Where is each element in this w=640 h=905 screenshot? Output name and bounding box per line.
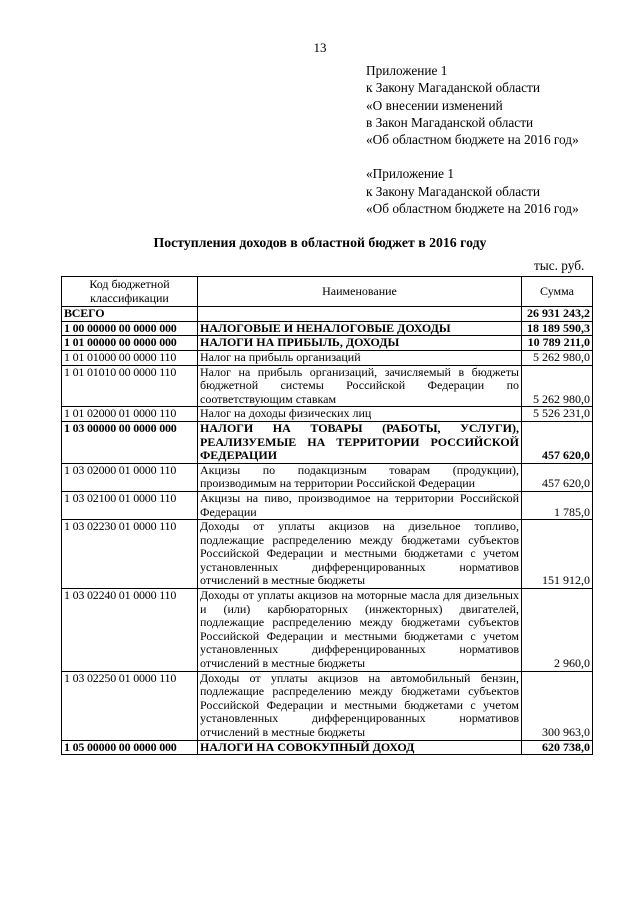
appendix-line: в Закон Магаданской области — [366, 114, 534, 130]
code-cell: 1 03 02100 01 0000 110 — [62, 491, 198, 519]
appendix-line: «О внесении изменений — [366, 97, 503, 113]
appendix-line: «Об областном бюджете на 2016 год» — [366, 132, 579, 148]
appendix-line: «Приложение 1 — [366, 166, 454, 182]
table-row — [62, 463, 593, 491]
page-number: 13 — [313, 40, 327, 55]
table-row — [62, 520, 593, 589]
code-cell: 1 03 02000 01 0000 110 — [62, 463, 198, 491]
appendix-header — [366, 62, 579, 217]
sum-cell: 151 912,0 — [522, 520, 593, 589]
table-row — [62, 421, 593, 463]
code-cell: 1 03 02240 01 0000 110 — [62, 589, 198, 672]
header-name: Наименование — [198, 277, 522, 307]
document-title: Поступления доходов в областной бюджет в 2016 году — [153, 235, 487, 250]
table-body — [62, 307, 593, 755]
table-row — [62, 350, 593, 365]
sum-cell: 5 262 980,0 — [522, 365, 593, 407]
table-row — [62, 491, 593, 519]
name-cell: Акцизы на пиво, производимое на территории Российской Федерации — [198, 491, 522, 519]
code-cell: ВСЕГО — [62, 307, 198, 322]
code-cell: 1 01 02000 01 0000 110 — [62, 407, 198, 422]
code-cell: 1 01 01010 00 0000 110 — [62, 365, 198, 407]
sum-cell: 457 620,0 — [522, 421, 593, 463]
sum-cell: 457 620,0 — [522, 463, 593, 491]
revenue-table — [61, 276, 593, 755]
sum-cell: 5 262 980,0 — [522, 350, 593, 365]
spacer — [366, 148, 579, 165]
table-row — [62, 336, 593, 351]
code-cell: 1 01 01000 00 0000 110 — [62, 350, 198, 365]
units-label: тыс. руб. — [534, 258, 585, 273]
name-cell: НАЛОГИ НА ТОВАРЫ (РАБОТЫ, УСЛУГИ), РЕАЛИЗУЕМЫЕ НА ТЕРРИТОРИИ РОССИЙСКОЙ ФЕДЕРАЦИИ — [198, 421, 522, 463]
code-cell: 1 00 00000 00 0000 000 — [62, 321, 198, 336]
sum-cell: 26 931 243,2 — [522, 307, 593, 322]
table-row — [62, 671, 593, 740]
appendix-line: «Об областном бюджете на 2016 год» — [366, 201, 579, 217]
name-cell: Доходы от уплаты акцизов на моторные масла для дизельных и (или) карбюраторных (инжекторных) двигателей, подлежащие распределению между бюджетами субъектов Российской Федерации и местными бюджетами с учетом установленных дифференцированных нормативов отчислений в местные бюджеты — [198, 589, 522, 672]
name-cell: Акцизы по подакцизным товарам (продукции), производимым на территории Российской Федерации — [198, 463, 522, 491]
header-sum: Сумма — [522, 277, 593, 307]
sum-cell: 300 963,0 — [522, 671, 593, 740]
name-cell — [198, 307, 522, 322]
name-cell: Доходы от уплаты акцизов на автомобильный бензин, подлежащие распределению между бюджетами субъектов Российской Федерации и местными бюджетами с учетом установленных дифференцированных нормативов отчислений в местные бюджеты — [198, 671, 522, 740]
code-cell: 1 03 00000 00 0000 000 — [62, 421, 198, 463]
table-header-row — [62, 277, 593, 307]
appendix-line: Приложение 1 — [366, 63, 448, 78]
name-cell: НАЛОГОВЫЕ И НЕНАЛОГОВЫЕ ДОХОДЫ — [198, 321, 522, 336]
sum-cell: 18 189 590,3 — [522, 321, 593, 336]
table-row — [62, 407, 593, 422]
code-cell: 1 01 00000 00 0000 000 — [62, 336, 198, 351]
table-row — [62, 589, 593, 672]
appendix-line: к Закону Магаданской области — [366, 183, 540, 199]
code-cell: 1 03 02230 01 0000 110 — [62, 520, 198, 589]
name-cell: НАЛОГИ НА ПРИБЫЛЬ, ДОХОДЫ — [198, 336, 522, 351]
table-row — [62, 307, 593, 322]
name-cell: Налог на прибыль организаций, зачисляемый в бюджеты бюджетной системы Российской Федерации по соответствующим ставкам — [198, 365, 522, 407]
code-cell: 1 03 02250 01 0000 110 — [62, 671, 198, 740]
name-cell: Доходы от уплаты акцизов на дизельное топливо, подлежащие распределению между бюджетами субъектов Российской Федерации и местными бюджетами с учетом установленных дифференцированных нормативов отчислений в местные бюджеты — [198, 520, 522, 589]
header-code: Код бюджетной классификации — [62, 277, 198, 307]
name-cell: Налог на доходы физических лиц — [198, 407, 522, 422]
name-cell: НАЛОГИ НА СОВОКУПНЫЙ ДОХОД — [198, 740, 522, 755]
table-row — [62, 321, 593, 336]
sum-cell: 10 789 211,0 — [522, 336, 593, 351]
code-cell: 1 05 00000 00 0000 000 — [62, 740, 198, 755]
table-row — [62, 740, 593, 755]
appendix-line: к Закону Магаданской области — [366, 80, 540, 96]
sum-cell: 5 526 231,0 — [522, 407, 593, 422]
sum-cell: 1 785,0 — [522, 491, 593, 519]
sum-cell: 2 960,0 — [522, 589, 593, 672]
table-row — [62, 365, 593, 407]
sum-cell: 620 738,0 — [522, 740, 593, 755]
name-cell: Налог на прибыль организаций — [198, 350, 522, 365]
